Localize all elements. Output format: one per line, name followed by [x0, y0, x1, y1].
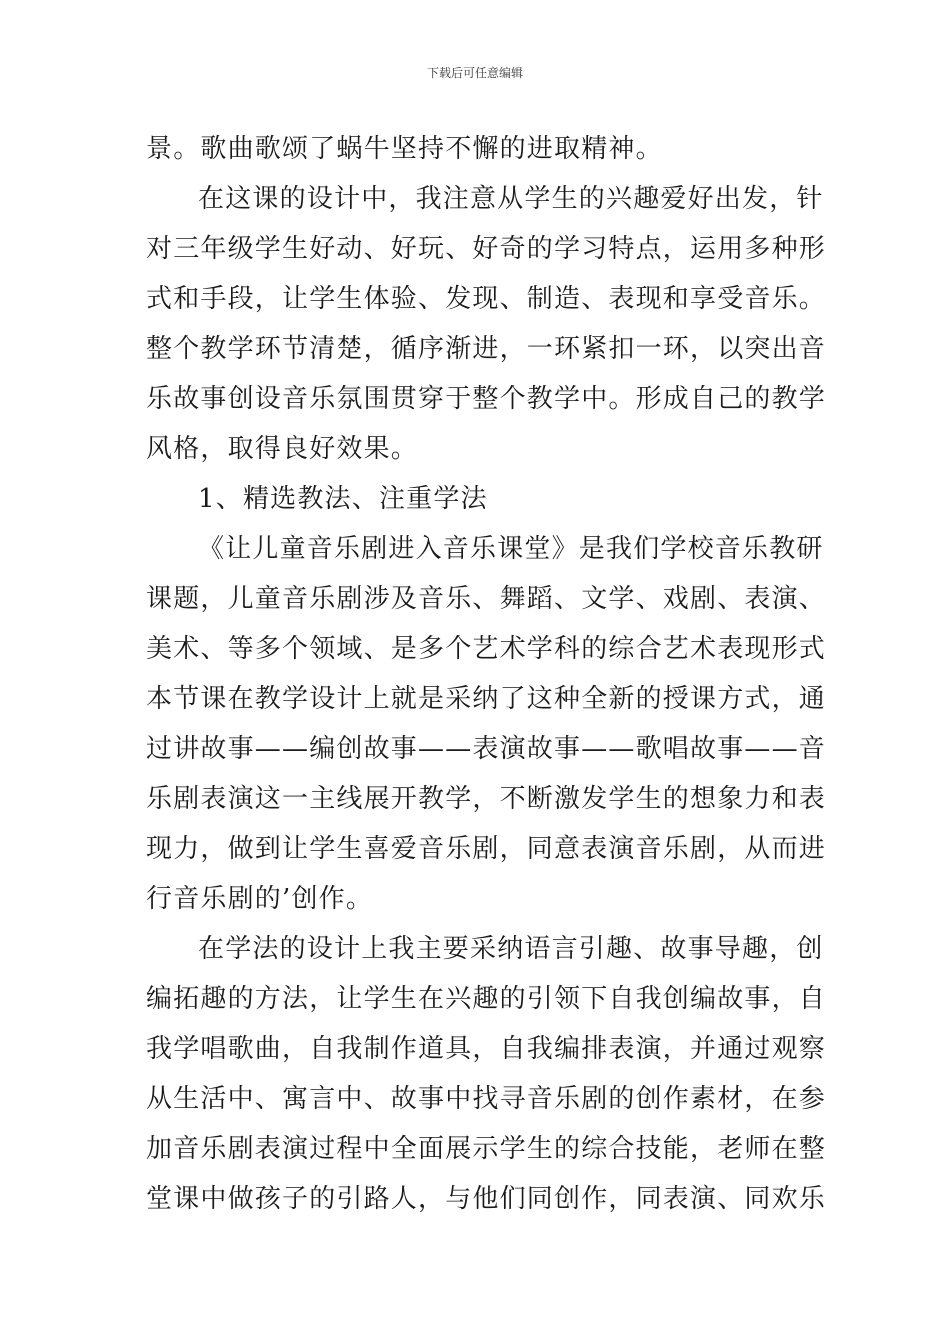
paragraph-first-line: 在学法的设计上我主要采纳语言引趣、故事导趣，创: [198, 934, 824, 964]
text-line: 堂课中做孩子的引路人，与他们同创作，同表演、同欢乐: [146, 1184, 827, 1214]
text-line: 美术、等多个领域、是多个艺术学科的综合艺术表现形式: [146, 634, 827, 664]
paragraph-first-line: 在这课的设计中，我注意从学生的兴趣爱好出发，针: [198, 184, 824, 214]
text-line: 加音乐剧表演过程中全面展示学生的综合技能，老师在整: [146, 1134, 827, 1164]
text-line: 风格，取得良好效果。: [146, 434, 419, 464]
text-line: 从生活中、寓言中、故事中找寻音乐剧的创作素材，在参: [146, 1084, 827, 1114]
text-line: 课题，儿童音乐剧涉及音乐、舞蹈、文学、戏剧、表演、: [146, 584, 827, 614]
text-line: 式和手段，让学生体验、发现、制造、表现和享受音乐。: [146, 284, 827, 314]
page-header: 下载后可任意编辑: [426, 66, 523, 80]
text-line: 对三年级学生好动、好玩、好奇的学习特点，运用多种形: [146, 234, 827, 264]
text-line: 乐故事创设音乐氛围贯穿于整个教学中。形成自己的教学: [146, 384, 827, 414]
text-line: 景。歌曲歌颂了蜗牛坚持不懈的进取精神。: [146, 134, 663, 164]
paragraph-first-line: 《让儿童音乐剧进入音乐课堂》是我们学校音乐教研: [198, 534, 824, 564]
text-line: 现力，做到让学生喜爱音乐剧，同意表演音乐剧，从而进: [146, 834, 827, 864]
text-line: 编拓趣的方法，让学生在兴趣的引领下自我创编故事，自: [146, 984, 827, 1014]
section-heading: 1、精选教法、注重学法: [198, 484, 488, 514]
text-line: 乐剧表演这一主线展开教学，不断激发学生的想象力和表: [146, 784, 827, 814]
text-line: 整个教学环节清楚，循序渐进，一环紧扣一环，以突出音: [146, 334, 827, 364]
text-line: 行音乐剧的’创作。: [146, 884, 374, 914]
text-line: 本节课在教学设计上就是采纳了这种全新的授课方式，通: [146, 684, 827, 714]
text-line: 我学唱歌曲，自我制作道具，自我编排表演，并通过观察: [146, 1034, 827, 1064]
text-line: 过讲故事——编创故事——表演故事——歌唱故事——音: [146, 734, 827, 764]
